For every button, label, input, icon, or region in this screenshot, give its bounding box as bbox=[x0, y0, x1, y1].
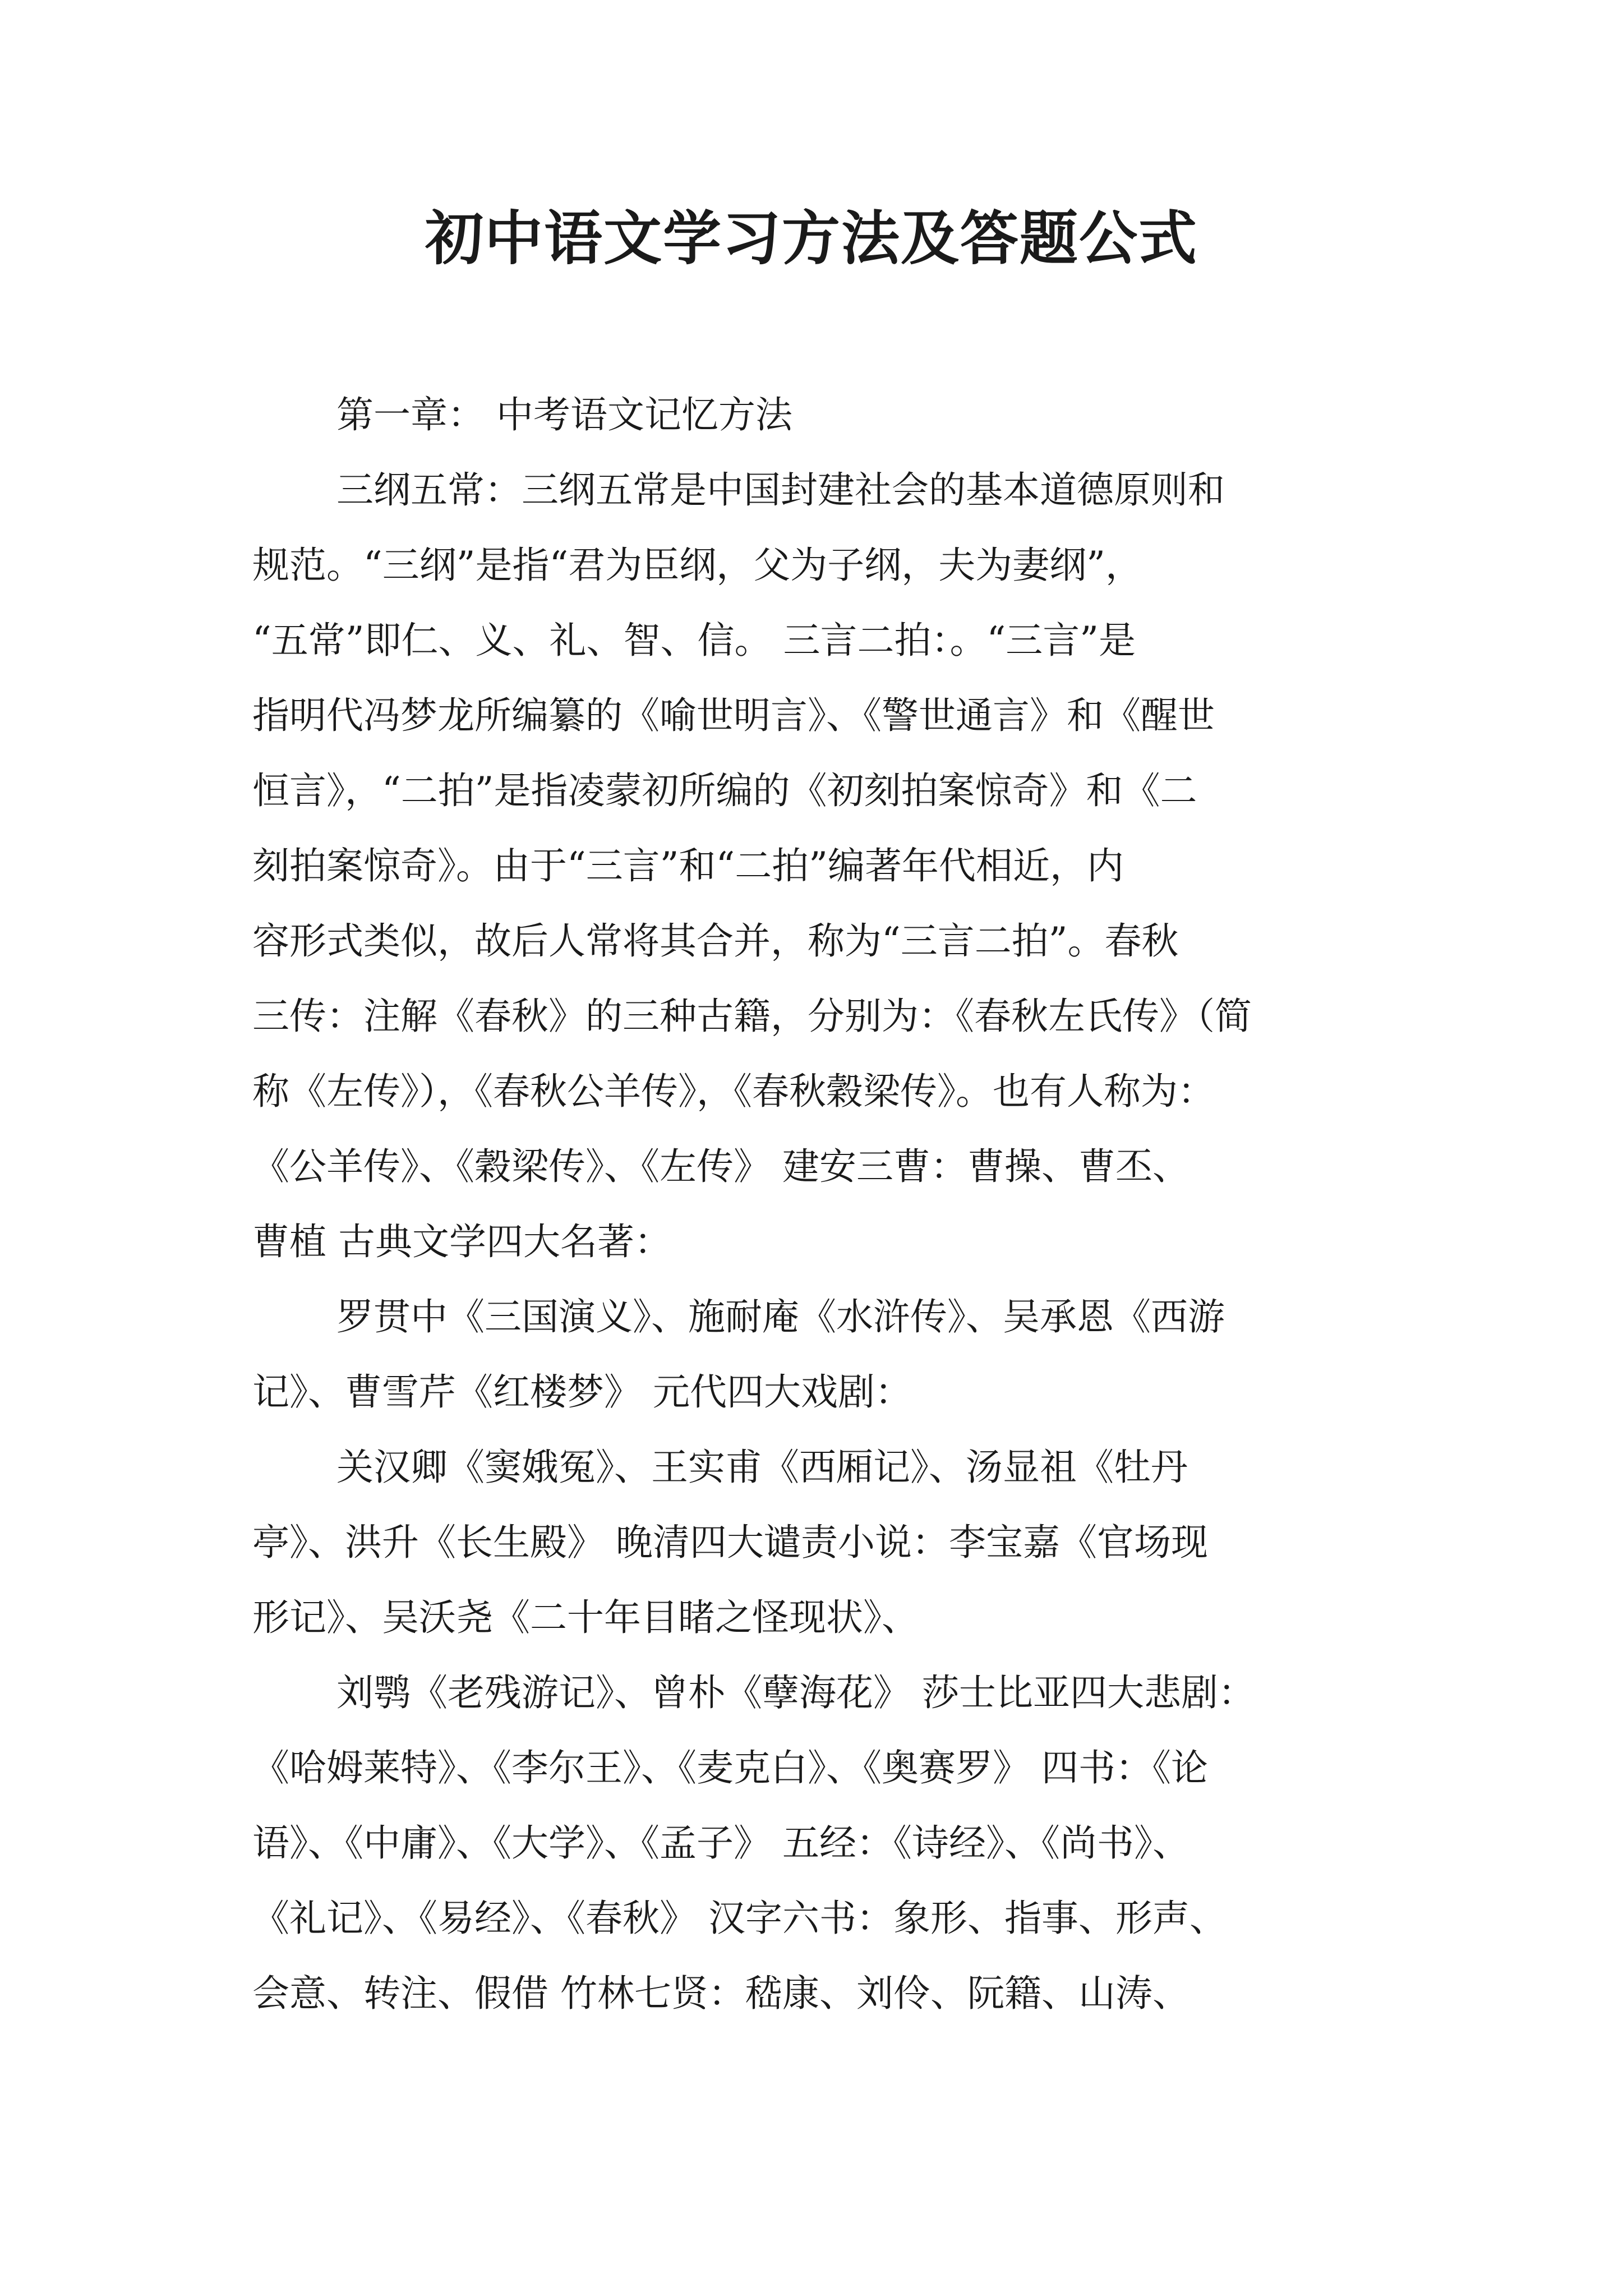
text-line: 称《左传》），《春秋公羊传》，《春秋穀梁传》。也有人称为： bbox=[252, 1070, 1215, 1113]
text-line: 《礼记》、《易经》、《春秋》 汉字六书：象形、指事、形声、 bbox=[252, 1897, 1227, 1940]
text-line: 罗贯中《三国演义》、施耐庵《水浒传》、吴承恩《西游 bbox=[336, 1295, 1225, 1338]
text-line: 《公羊传》、《穀梁传》、《左传》 建安三曹：曹操、曹丕、 bbox=[252, 1145, 1189, 1188]
text-line: 记》、曹雪芹《红楼梦》 元代四大戏剧： bbox=[252, 1370, 912, 1414]
text-line: “五常”即仁、义、礼、智、信。 三言二拍：。“三言”是 bbox=[252, 619, 1136, 662]
text-line: 语》、《中庸》、《大学》、《孟子》 五经：《诗经》、《尚书》、 bbox=[252, 1821, 1189, 1865]
text-line: 三传：注解《春秋》的三种古籍，分别为：《春秋左氏传》（简 bbox=[252, 995, 1252, 1038]
text-line: 刻拍案惊奇》。由于“三言”和“二拍”编著年代相近，内 bbox=[252, 844, 1124, 887]
text-line: 形记》、吴沃尧《二十年目睹之怪现状》、 bbox=[252, 1596, 919, 1639]
text-line: 规范。“三纲”是指“君为臣纲，父为子纲，夫为妻纲”， bbox=[252, 544, 1142, 587]
text-line: 会意、转注、假借 竹林七贤：嵇康、刘伶、阮籍、山涛、 bbox=[252, 1972, 1189, 2015]
text-line: 《哈姆莱特》、《李尔王》、《麦克白》、《奥赛罗》 四书：《论 bbox=[252, 1746, 1208, 1789]
text-line: 三纲五常：三纲五常是中国封建社会的基本道德原则和 bbox=[336, 468, 1225, 512]
text-line: 指明代冯梦龙所编纂的《喻世明言》、《警世通言》和《醒世 bbox=[252, 694, 1215, 737]
text-line: 刘鹗《老残游记》、曾朴《孽海花》 莎士比亚四大悲剧： bbox=[336, 1671, 1255, 1714]
text-line: 亭》、洪升《长生殿》 晚清四大谴责小说：李宝嘉《官场现 bbox=[252, 1521, 1208, 1564]
text-line: 关汉卿《窦娥冤》、王实甫《西厢记》、汤显祖《牡丹 bbox=[336, 1446, 1188, 1489]
text-line: 曹植 古典文学四大名著： bbox=[252, 1220, 671, 1263]
document-title: 初中语文学习方法及答题公式 bbox=[425, 204, 1198, 273]
text-line: 容形式类似，故后人常将其合并，称为“三言二拍”。春秋 bbox=[252, 919, 1179, 963]
text-line: 恒言》，“二拍”是指凌蒙初所编的《初刻拍案惊奇》和《二 bbox=[252, 769, 1197, 812]
chapter-heading: 第一章： 中考语文记忆方法 bbox=[336, 393, 792, 436]
